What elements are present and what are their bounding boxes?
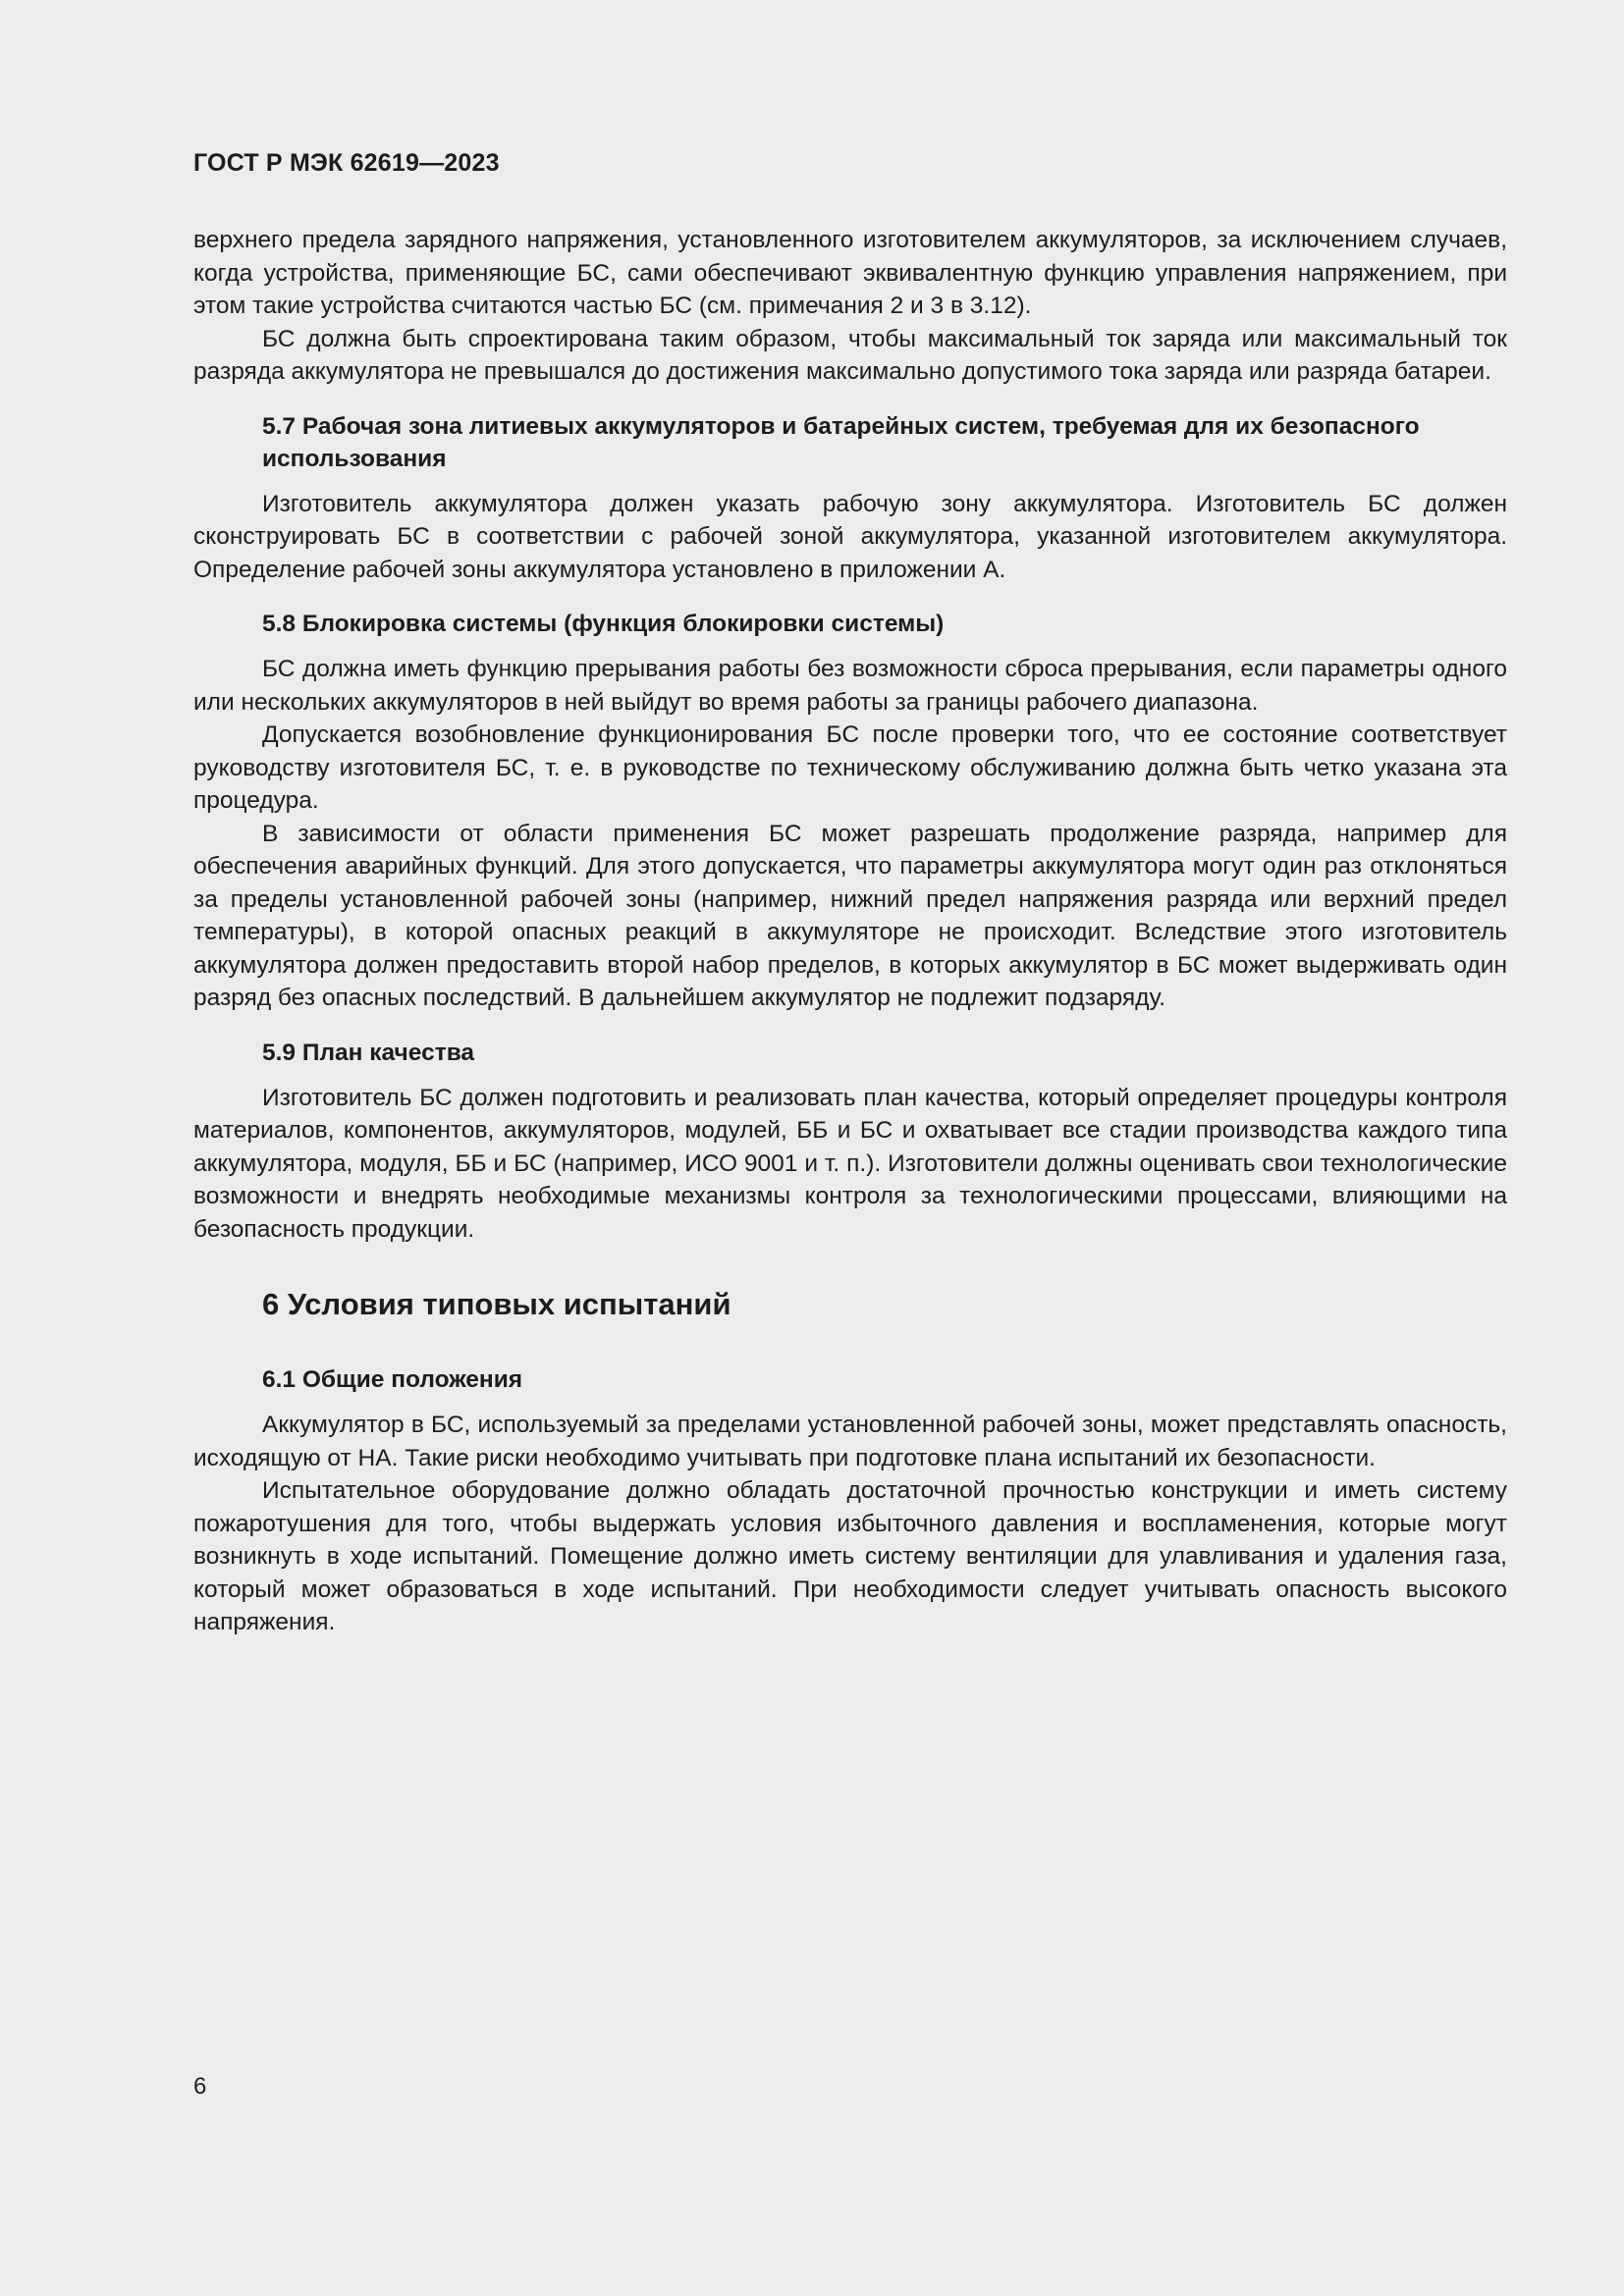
section-5-8-paragraph-3: В зависимости от области применения БС может разрешать продолжение разряда, например для обеспечения аварийных функций. Для этого допускается, что параметры аккумулятора могут один раз отклоняться за пределы установленной рабочей зоны (например, нижний предел напряжения разряда или верхний предел температуры), в которой опасных реакций в аккумуляторе не происходит. Вследствие этого изготовитель аккумулятора должен предоставить второй набор пределов, в которых аккумулятор в БС может выдерживать один разряд без опасных последствий. В дальнейшем аккумулятор не подлежит подзаряду. [193,820,1507,1011]
section-6-1-paragraph-2: Испытательное оборудование должно обладать достаточной прочностью конструкции и иметь систему пожаротушения для того, чтобы выдержать условия избыточного давления и воспламенения, которые могут возникнуть в ходе испытаний. Помещение должно иметь систему вентиляции для улавливания и удаления газа, который может образоваться в ходе испытаний. При необходимости следует учитывать опасность высокого напряжения. [193,1477,1507,1635]
section-5-8-paragraph-1: БС должна иметь функцию прерывания работы без возможности сброса прерывания, если параметры одного или нескольких аккумуляторов в ней выйдут во время работы за границы рабочего диапазона. [193,656,1507,716]
section-heading-5-9: 5.9 План качества [262,1039,475,1066]
section-heading-6: 6 Условия типовых испытаний [262,1287,731,1321]
paragraph-continued-1: верхнего предела зарядного напряжения, установленного изготовителем аккумуляторов, за исключением случаев, когда устройства, применяющие БС, сами обеспечивают эквивалентную функцию управления напряжением, при этом такие устройства считаются частью БС (см. примечания 2 и 3 в 3.12). [193,227,1507,319]
section-5-7-paragraph-1: Изготовитель аккумулятора должен указать рабочую зону аккумулятора. Изготовитель БС должен сконструировать БС в соответствии с рабочей зоной аккумулятора, указанной изготовителем аккумулятора. Определение рабочей зоны аккумулятора установлено в приложении А. [193,490,1507,583]
section-5-9-paragraph-1: Изготовитель БС должен подготовить и реализовать план качества, который определяет процедуры контроля материалов, компонентов, аккумуляторов, модулей, ББ и БС и охватывает все стадии производства каждого типа аккумулятора, модуля, ББ и БС (например, ИСО 9001 и т. п.). Изготовители должны оценивать свои технологические возможности и внедрять необходимые механизмы контроля за технологическими процессами, влияющими на безопасность продукции. [193,1084,1507,1243]
document-body [193,224,1507,1639]
section-5-8-paragraph-2: Допускается возобновление функционирования БС после проверки того, что ее состояние соответствует руководству изготовителя БС, т. е. в руководстве по техническому обслуживанию должна быть четко указана эта процедура. [193,721,1507,814]
section-heading-5-8: 5.8 Блокировка системы (функция блокировки системы) [262,611,945,637]
section-heading-6-1: 6.1 Общие положения [262,1366,523,1393]
page-number: 6 [193,2073,207,2100]
document-header: ГОСТ Р МЭК 62619—2023 [193,149,500,177]
paragraph-continued-2: БС должна быть спроектирована таким образом, чтобы максимальный ток заряда или максимальный ток разряда аккумулятора не превышался до достижения максимально допустимого тока заряда или разряда батареи. [193,325,1507,385]
section-heading-5-7: 5.7 Рабочая зона литиевых аккумуляторов и батарейных систем, требуемая для их безопасного использования [262,412,1420,472]
section-6-1-paragraph-1: Аккумулятор в БС, используемый за пределами установленной рабочей зоны, может представлять опасность, исходящую от НА. Такие риски необходимо учитывать при подготовке плана испытаний их безопасности. [193,1412,1507,1471]
